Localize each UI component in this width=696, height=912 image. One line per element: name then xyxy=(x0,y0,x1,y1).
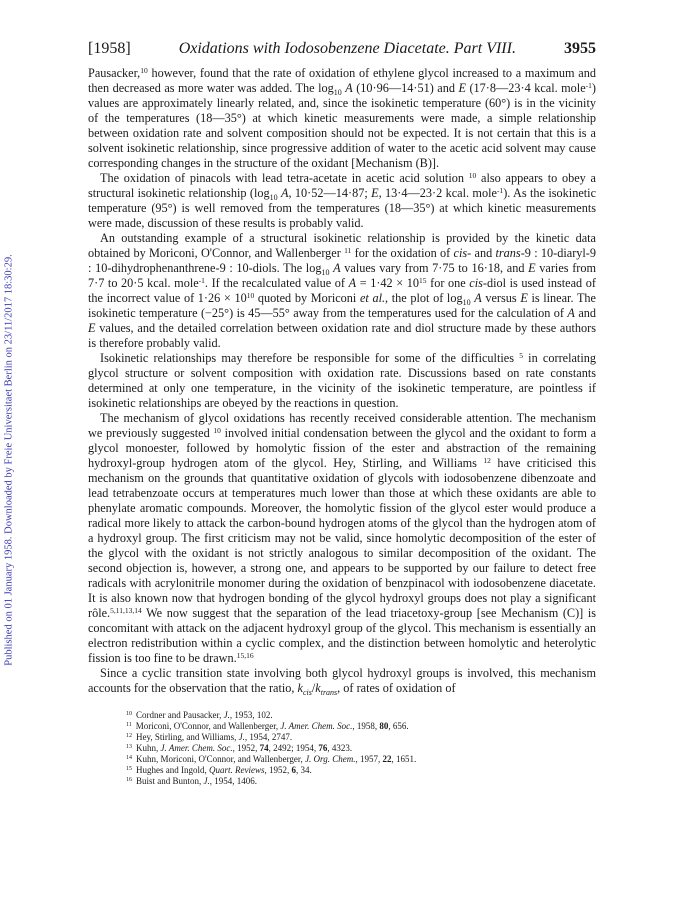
footnote-16 xyxy=(126,776,596,787)
footnote-10 xyxy=(126,710,596,721)
footnote-11 xyxy=(126,721,596,732)
footnote-text: Moriconi, O'Connor, and Wallenberger, J. Amer. Chem. Soc., 1958, 80, 656. xyxy=(135,721,409,731)
body-text xyxy=(88,66,596,696)
footnote-text: Hey, Stirling, and Williams, J., 1954, 2747. xyxy=(136,732,293,742)
paper-page xyxy=(88,40,596,787)
footnote-text: Hughes and Ingold, Quart. Reviews, 1952, 6, 34. xyxy=(136,765,312,775)
footnote-number: 15 xyxy=(126,766,132,772)
footnote-number: 16 xyxy=(126,777,132,783)
footnote-text: Kuhn, J. Amer. Chem. Soc., 1952, 74, 2492; 1954, 76, 4323. xyxy=(136,743,353,753)
paragraph-5: The mechanism of glycol oxidations has recently received considerable attention. The mechanism we previously suggested $^{10}$ involved initial condensation between the glycol and the oxidant to form a glycol monoester, followed by homolytic fission of the ester and abstraction of the remaining hydroxyl-group hydrogen atom of the glycol. Hey, Stirling, and Williams $^{12}$ have criticised this mechanism on the grounds that quantitative oxidation of glycols with iodosobenzene dibenzoate and lead tetrabenzoate occurs at temperatures much lower than those at which these oxidants are able to phenylate aromatic compounds. Moreover, the homolytic fission of the glycol ester would produce a radical more likely to attack the carbon-bound hydrogen atoms of the glycol than the hydrogen atom of a hydroxyl group. The first criticism may not be valid, since homolytic decomposition of the ester of the glycol with the oxidant is not strictly analogous to similar decomposition of the oxidant. The second objection is, however, a strong one, and appears to be supported by our failure to detect free radicals with acrylonitrile monomer during the oxidation of benzpinacol with iodosobenzene diacetate. It is also known now that hydrogen bonding of the glycol hydroxyl groups does not play a significant rôle.$^{5,11,13,14}$ We now suggest that the separation of the lead triacetoxy-group [see Mechanism (C)] is concomitant with attack on the adjacent hydroxyl group of the glycol. This mechanism is essentially an electron redistribution within a cyclic complex, and the distinction between homolytic and heterolytic fission is too fine to be drawn.$^{15,16}$ xyxy=(88,411,597,665)
paragraph-2: The oxidation of pinacols with lead tetra-acetate in acetic acid solution $^{10}$ also appears to obey a structural isokinetic relationship ($\log_{10}$ A, 10·52—14·87; E, 13·4—23·2 kcal. mole$^{-1}$). As the isokinetic temperature (95°) is well removed from the temperatures (18—35°) at which kinetic measurements were made, discussion of these results is probably valid. xyxy=(88,171,597,230)
footnote-15 xyxy=(126,765,596,776)
paragraph-6: Since a cyclic transition state involving both glycol hydroxyl groups is involved, this mechanism accounts for the observation that the ratio, $k_{cis}/k_{trans}$, of rates of oxidation of xyxy=(88,666,596,697)
page-number: 3955 xyxy=(563,40,596,57)
header-year: [1958] xyxy=(88,40,131,57)
paragraph-1: Pausacker,$^{10}$ however, found that the rate of oxidation of ethylene glycol increased to a maximum and then decreased as more water was added. The $\log_{10} A$ (10·96—14·51) and E (17·8—23·4 kcal. mole$^{-1}$) values are approximately linearly related, and, since the isokinetic temperature (60°) is in the vicinity of the temperatures (18—35°) at which kinetic measurements were made, a simple relationship between oxidation rate and solvent composition should not be expected. It is not certain that this is a solvent isokinetic relationship, since progressive addition of water to the acetic acid solvent may cause corresponding changes in the structure of the oxidant [Mechanism (B)]. xyxy=(88,66,596,170)
footnote-number: 13 xyxy=(126,744,132,750)
footnote-text: Buist and Bunton, J., 1954, 1406. xyxy=(136,776,258,786)
footnote-13 xyxy=(126,743,596,754)
footnote-number: 12 xyxy=(126,733,132,739)
footnote-12 xyxy=(126,732,596,743)
header-title: Oxidations with Iodosobenzene Diacetate. Part VIII. xyxy=(178,40,516,57)
footnote-text: Kuhn, Moriconi, O'Connor, and Wallenberger, J. Org. Chem., 1957, 22, 1651. xyxy=(136,754,417,764)
download-notice-text: Published on 01 January 1958. Downloaded by Freie Universitaet Berlin on 23/11/2017 18:30:29. xyxy=(3,254,15,666)
paragraph-4: Isokinetic relationships may therefore be responsible for some of the difficulties $^5$ in correlating glycol structure or solvent composition with oxidation rate. Discussions based on rate constants determined at only one temperature, in the vicinity of the isokinetic temperature, are pointless if isokinetic relationships are obeyed by the reactions in question. xyxy=(88,351,596,410)
footnotes xyxy=(88,710,596,787)
footnote-number: 11 xyxy=(126,722,132,728)
download-notice-sidebar xyxy=(2,150,16,770)
footnote-number: 10 xyxy=(126,711,132,717)
running-header xyxy=(88,40,596,58)
footnote-number: 14 xyxy=(126,755,132,761)
footnote-text: Cordner and Pausacker, J., 1953, 102. xyxy=(136,710,273,720)
paragraph-3: An outstanding example of a structural isokinetic relationship is provided by the kinetic data obtained by Moriconi, O'Connor, and Wallenberger $^{11}$ for the oxidation of cis- and trans-9 : 10-diaryl-9 : 10-dihydrophenanthrene-9 : 10-diols. The $\log_{10} A$ values vary from 7·75 to 16·18, and E varies from 7·7 to 20·5 kcal. mole$^{-1}$. If the recalculated value of $A = 1\cdot 42 \times 10^{15}$ for one cis-diol is used instead of the incorrect value of $1\cdot 26 \times 10^{10}$ quoted by Moriconi et al., the plot of $\log_{10} A$ versus E is linear. The isokinetic temperature (−25°) is 45—55° away from the temperatures used for the calculation of A and E values, and the detailed correlation between oxidation rate and diol structure made by these authors is therefore probably valid. xyxy=(88,231,597,350)
footnote-14 xyxy=(126,754,596,765)
